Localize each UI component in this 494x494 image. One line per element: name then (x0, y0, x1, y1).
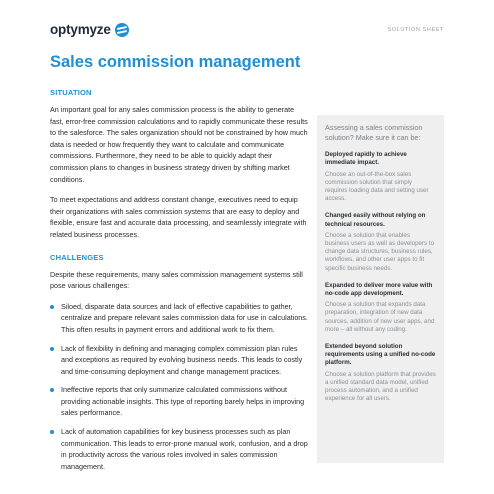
challenges-intro: Despite these requirements, many sales commission management systems still pose various challenges: (50, 269, 303, 291)
list-item-text: Lack of flexibility in defining and managing complex commission plan rules and exceptions as required by evolving business needs. This leads to costly and time-consuming deployment and change management practices. (61, 343, 303, 376)
sidebar-intro: Assessing a sales commission solution? Make sure it can be: (325, 123, 423, 142)
list-item (50, 343, 308, 378)
solution-sheet-label: SOLUTION SHEET (387, 27, 444, 33)
bullet-icon (50, 347, 54, 351)
list-item (50, 384, 308, 419)
sidebar-item (325, 343, 436, 403)
situation-paragraph: An important goal for any sales commission process is the ability to generate fast, error-free commission calculations and to rapidly communicate these results to the salesforce. The sales organization should not be constrained by how much data is needed or how frequently they want to calculate and communicate commissions. Furthermore, they need to be able to quickly adapt their commission plans to changes in business strategy driven by shifting market conditions. (50, 105, 308, 184)
sidebar-item-heading: Expanded to deliver more value with no-code app development. (325, 281, 433, 298)
bullet-icon (50, 388, 54, 392)
list-item-text: Lack of automation capabilities for key business processes such as plan communication. This leads to error-prone manual work, confusion, and a drop in productivity across the various roles involved in sales commission management. (61, 427, 308, 471)
list-item (50, 301, 308, 336)
list-item-text: Ineffective reports that only summarize calculated commissions without providing actionable insights. This type of reporting barely helps in improving sales performance. (61, 385, 305, 418)
sidebar-item (325, 282, 436, 334)
sidebar-item (325, 151, 436, 203)
sidebar-item-body: Choose a solution that enables business users as well as developers to change data structures, business rules, workflows, and other user apps to fit specific business needs. (325, 231, 435, 272)
bullet-icon (50, 430, 54, 434)
page-header (0, 0, 494, 50)
logo-text: optymyze (50, 22, 111, 37)
sidebar-item (325, 212, 436, 272)
bullet-icon (50, 305, 54, 309)
main-content (50, 88, 308, 479)
page-title: Sales commission management (50, 53, 301, 71)
challenges-list (50, 301, 308, 473)
optymyze-logo (50, 22, 129, 37)
logo-mark-icon (115, 23, 129, 37)
challenges-heading: CHALLENGES (50, 252, 104, 262)
list-item (50, 426, 308, 472)
sidebar-item-heading: Extended beyond solution requirements using a unified no-code platform. (325, 343, 436, 367)
sidebar-item-heading: Deployed rapidly to achieve immediate impact. (325, 151, 407, 167)
situation-paragraph: To meet expectations and address constant change, executives need to equip their organizations with sales commission systems that are easy to deploy and flexible, ensure fast and accurate data processing, and seamlessly integrate with related business processes. (50, 195, 307, 239)
list-item-text: Siloed, disparate data sources and lack of effective capabilities to gather, centralize and prepare relevant sales commission data for use in calculations. This often results in payment errors and additional work to fix them. (61, 301, 308, 334)
sidebar-item-heading: Changed easily without relying on technical resources. (325, 212, 426, 228)
sidebar-item-body: Choose a solution that expands data preparation, integration of new data sources, addition of new user apps, and more – all without any coding. (325, 301, 435, 333)
situation-heading: SITUATION (50, 88, 92, 97)
sidebar-item-body: Choose a solution platform that provides a unified standard data model, unified process automation, and a unified experience for all users. (325, 370, 436, 403)
sidebar-item-body: Choose an out-of-the-box sales commission solution that simply requires loading data and setting user access. (325, 170, 429, 203)
sidebar-panel (317, 115, 444, 463)
